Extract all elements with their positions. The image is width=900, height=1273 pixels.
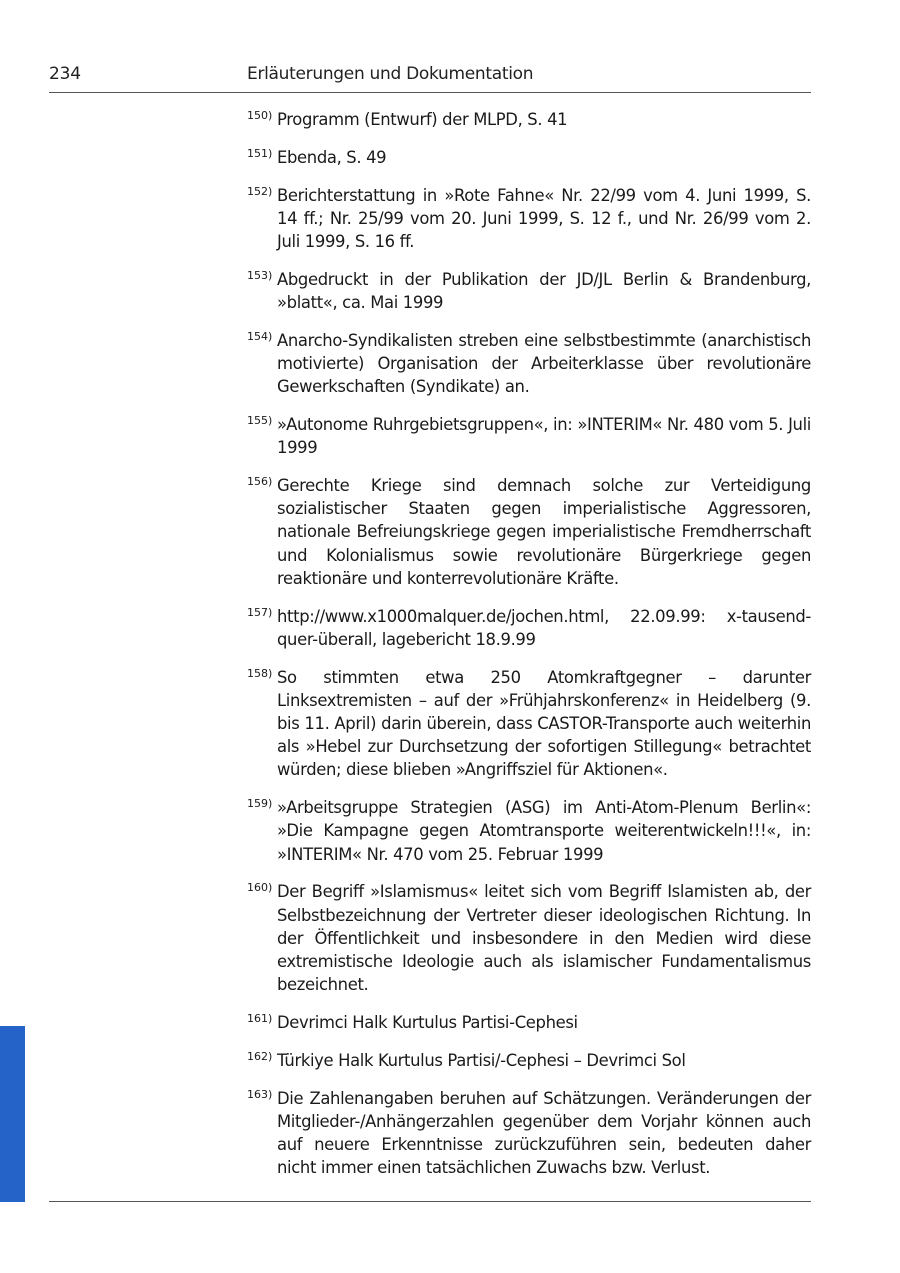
footnote-163 — [247, 1087, 811, 1180]
footnote-number: 156) — [247, 475, 273, 488]
page-number: 234 — [49, 64, 81, 84]
footnote-text: Türkiye Halk Kurtulus Partisi/-Cephesi – Devrimci Sol — [277, 1050, 686, 1070]
footnote-number: 151) — [247, 146, 273, 160]
header-rule — [49, 92, 811, 93]
footnote-158 — [247, 666, 811, 782]
footnote-number: 160) — [247, 881, 273, 895]
footnote-155 — [247, 413, 811, 459]
footnote-text: Ebenda, S. 49 — [277, 147, 387, 167]
footnote-number: 150) — [247, 109, 273, 122]
footnote-number: 162) — [247, 1049, 273, 1063]
footnote-number: 163) — [247, 1087, 273, 1101]
footnote-number: 159) — [247, 797, 273, 811]
footnote-number: 161) — [247, 1012, 273, 1026]
footnote-text: Devrimci Halk Kurtulus Partisi-Cephesi — [277, 1013, 578, 1033]
footnote-number: 157) — [247, 605, 273, 619]
footer-rule — [49, 1201, 811, 1202]
footnote-162 — [247, 1049, 811, 1072]
footnote-text: http://www.x1000malquer.de/jochen.html, 22.09.99: x-tausend-quer-überall, lagebericht 18.9.99 — [277, 606, 811, 649]
footnote-159 — [247, 796, 811, 866]
footnote-text: »Arbeitsgruppe Strategien (ASG) im Anti-Atom-Plenum Berlin«: »Die Kampagne gegen Atomtransporte weiterentwickeln!!!«, in: »INTERIM« Nr. 470 vom 25. Februar 1999 — [277, 798, 811, 864]
running-head: Erläuterungen und Dokumentation — [247, 64, 534, 84]
footnote-text: Abgedruckt in der Publikation der JD/JL Berlin & Brandenburg, »blatt«, ca. Mai 1999 — [277, 269, 811, 312]
footnote-text: Die Zahlenangaben beruhen auf Schätzungen. Veränderungen der Mitglieder-/Anhängerzahlen gegenüber dem Vorjahr können auch auf neuere Erkenntnisse zurückzuführen sein, bedeuten daher nicht immer einen tatsächlichen Zuwachs bzw. Verlust. — [277, 1088, 811, 1178]
footnote-list — [247, 108, 811, 1194]
footnote-160 — [247, 880, 811, 996]
footnote-153 — [247, 268, 811, 314]
footnote-number: 155) — [247, 414, 273, 427]
footnote-text: Gerechte Kriege sind demnach solche zur Verteidigung sozialistischer Staaten gegen imperialistische Aggressoren, nationale Befreiungskriege gegen imperialistische Fremdherrschaft und Kolonialismus sowie revolutionäre Bürgerkriege gegen reaktionäre und konterrevolutionäre Kräfte. — [277, 476, 811, 588]
footnote-number: 152) — [247, 184, 273, 198]
footnote-154 — [247, 329, 811, 399]
footnote-150 — [247, 108, 811, 131]
footnote-152 — [247, 184, 811, 254]
footnote-number: 153) — [247, 268, 273, 282]
footnote-161 — [247, 1011, 811, 1034]
footnote-text: Der Begriff »Islamismus« leitet sich vom Begriff Islamisten ab, der Selbstbezeichnung der Vertreter dieser ideologischen Richtung. In der Öffentlichkeit und insbesondere in den Medien wird diese extremistische Ideologie auch als islamischer Fundamentalismus bezeichnet. — [277, 882, 811, 995]
footnote-text: Berichterstattung in »Rote Fahne« Nr. 22/99 vom 4. Juni 1999, S. 14 ff.; Nr. 25/99 vom 20. Juni 1999, S. 12 f., und Nr. 26/99 vom 2. Juli 1999, S. 16 ff. — [277, 185, 811, 251]
footnote-text: »Autonome Ruhrgebietsgruppen«, in: »INTERIM« Nr. 480 vom 5. Juli 1999 — [277, 415, 811, 458]
footnote-number: 154) — [247, 329, 273, 343]
footnote-151 — [247, 146, 811, 169]
footnote-text: So stimmten etwa 250 Atomkraftgegner – darunter Linksextremisten – auf der »Frühjahrskonferenz« in Heidelberg (9. bis 11. April) darin überein, dass CASTOR-Transporte auch weiterhin als »Hebel zur Durchsetzung der sofortigen Stillegung« betrachtet würden; diese blieben »Angriffsziel für Aktionen«. — [277, 667, 811, 780]
footnote-text: Programm (Entwurf) der MLPD, S. 41 — [277, 110, 568, 129]
footnote-156 — [247, 474, 811, 590]
chapter-side-tab — [0, 1026, 25, 1202]
footnote-157 — [247, 605, 811, 651]
footnote-number: 158) — [247, 666, 273, 680]
footnote-text: Anarcho-Syndikalisten streben eine selbstbestimmte (anarchistisch motivierte) Organisation der Arbeiterklasse über revolutionäre Gewerkschaften (Syndikate) an. — [277, 330, 811, 397]
